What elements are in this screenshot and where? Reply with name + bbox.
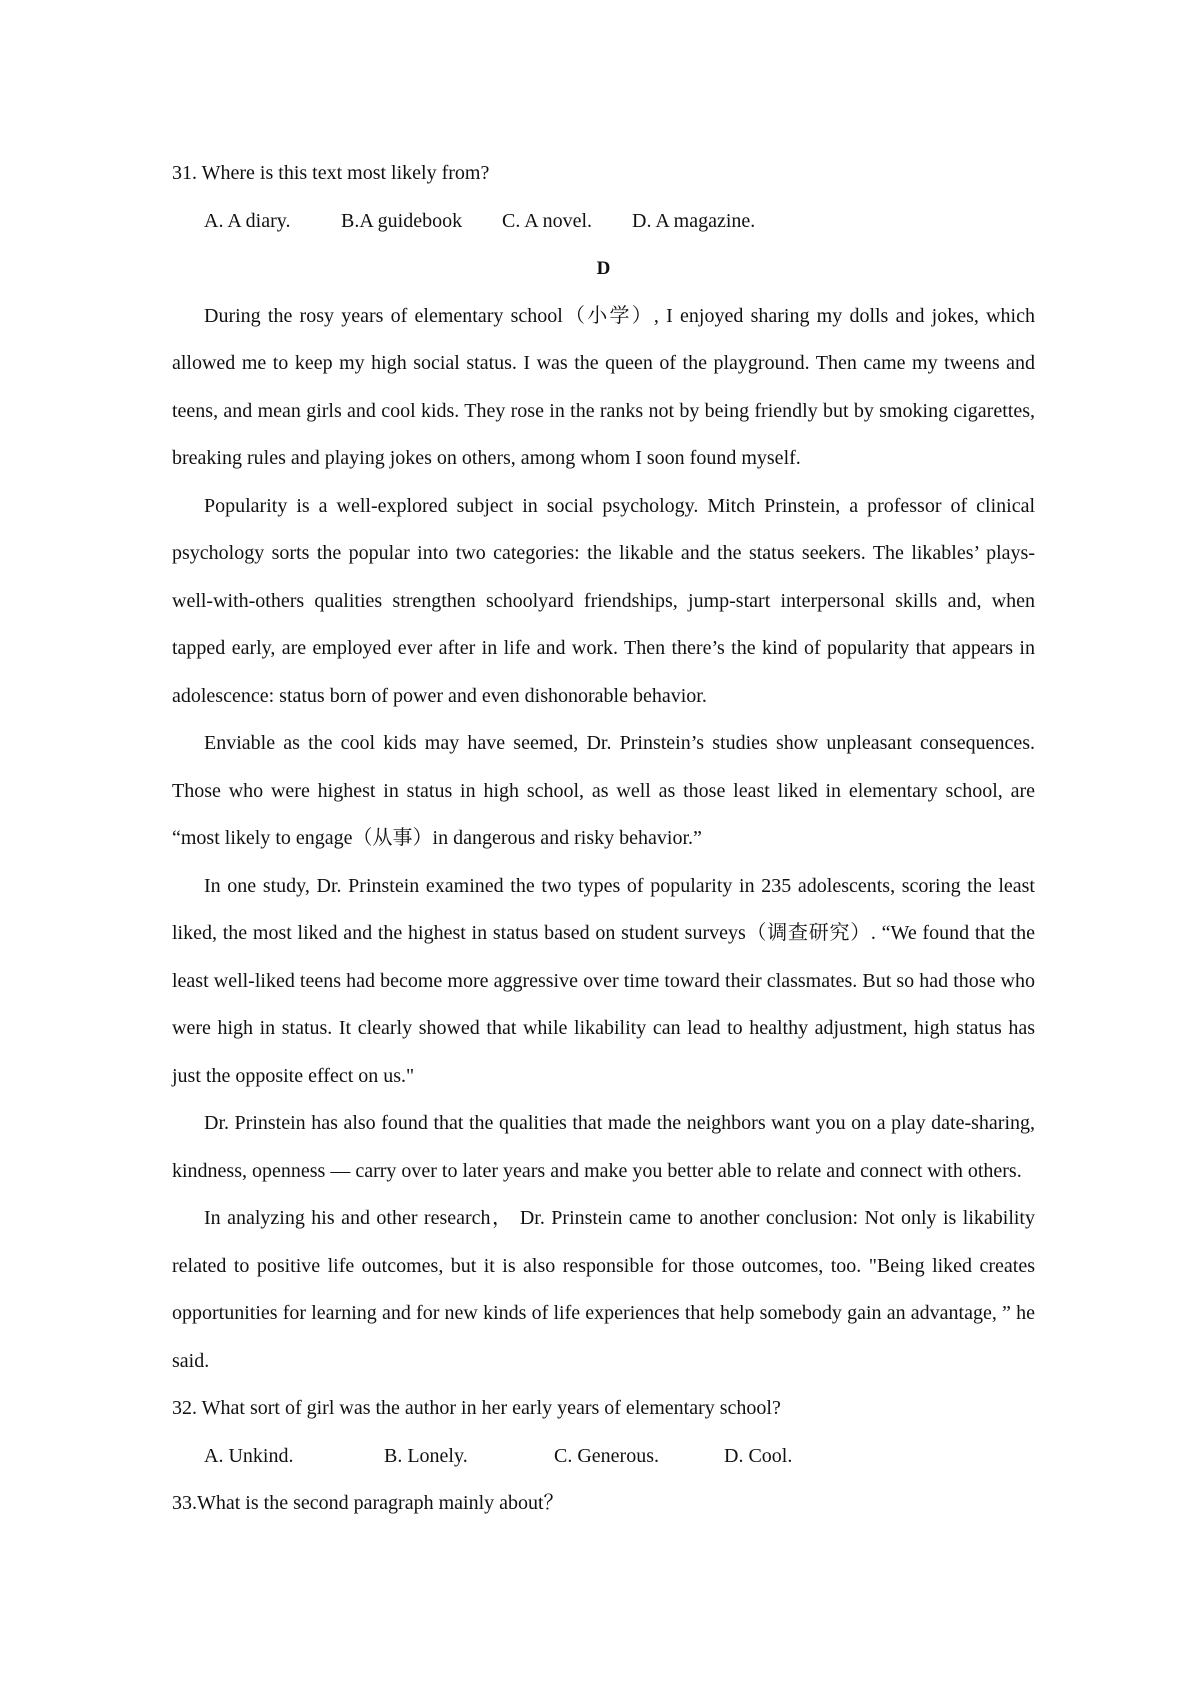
question-31-option-a: A. A diary. [204, 209, 291, 232]
document-page [172, 150, 1035, 1528]
question-31-options [172, 198, 1035, 246]
question-32-option-b: B. Lonely. [384, 1444, 468, 1467]
question-32-option-c: C. Generous. [554, 1444, 659, 1467]
question-31-option-c: C. A novel. [502, 209, 593, 232]
question-31-option-d: D. A magazine. [632, 209, 756, 232]
question-32-options [172, 1433, 1035, 1481]
question-31-option-b: B.A guidebook [341, 209, 463, 232]
question-33-stem: 33.What is the second paragraph mainly about？ [172, 1492, 564, 1514]
passage-paragraph-5: Dr. Prinstein has also found that the qualities that made the neighbors want you on a play date-sharing, kindness, openness — carry over to later years and make you better able to relate and connect with others. [172, 1112, 1035, 1182]
passage-paragraph-2: Popularity is a well-explored subject in social psychology. Mitch Prinstein, a professor of clinical psychology sorts the popular into two categories: the likable and the status seekers. The likables’ plays-well-with-others qualities strengthen schoolyard friendships, jump-start interpersonal skills and, when tapped early, are employed ever after in life and work. Then there’s the kind of popularity that appears in adolescence: status born of power and even dishonorable behavior. [172, 494, 1035, 707]
passage-paragraph-1: During the rosy years of elementary school（小学）, I enjoyed sharing my dolls and jokes, which allowed me to keep my high social status. I was the queen of the playground. Then came my tweens and teens, and mean girls and cool kids. They rose in the ranks not by being friendly but by smoking cigarettes, breaking rules and playing jokes on others, among whom I soon found myself. [172, 304, 1035, 469]
question-32-option-d: D. Cool. [724, 1444, 793, 1467]
section-heading: D [596, 258, 611, 279]
question-32-option-a: A. Unkind. [204, 1444, 294, 1467]
question-31-stem: 31. Where is this text most likely from? [172, 162, 490, 184]
passage-paragraph-4: In one study, Dr. Prinstein examined the two types of popularity in 235 adolescents, scoring the least liked, the most liked and the highest in status based on student surveys（调查研究）. “We found that the least well-liked teens had become more aggressive over time toward their classmates. But so had those who were high in status. It clearly showed that while likability can lead to healthy adjustment, high status has just the opposite effect on us." [172, 874, 1035, 1087]
question-32-stem: 32. What sort of girl was the author in her early years of elementary school? [172, 1397, 781, 1419]
passage-paragraph-3: Enviable as the cool kids may have seemed, Dr. Prinstein’s studies show unpleasant consequences. Those who were highest in status in high school, as well as those least liked in elementary school, are “most likely to engage（从事）in dangerous and risky behavior.” [172, 732, 1035, 849]
passage-paragraph-6: In analyzing his and other research， Dr. Prinstein came to another conclusion: Not only is likability related to positive life outcomes, but it is also responsible for those outcomes, too. "Being liked creates opportunities for learning and for new kinds of life experiences that help somebody gain an advantage, ” he said. [172, 1207, 1035, 1372]
